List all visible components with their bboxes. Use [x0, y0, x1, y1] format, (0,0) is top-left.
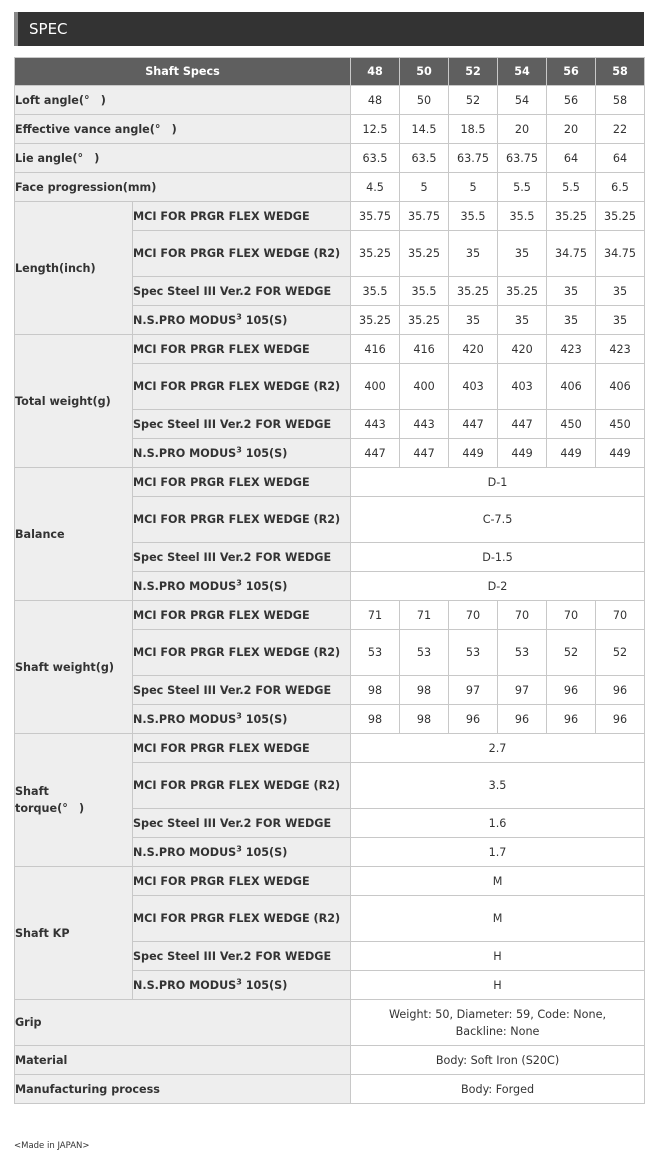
cell-value: 35.25 — [400, 306, 449, 335]
row-label: Balance — [15, 468, 133, 601]
cell-value: D-2 — [351, 572, 645, 601]
cell-value: 20 — [498, 115, 547, 144]
cell-value: 403 — [449, 364, 498, 410]
cell-value: 98 — [351, 676, 400, 705]
cell-value: 406 — [547, 364, 596, 410]
cell-value: M — [351, 867, 645, 896]
cell-value: 447 — [498, 410, 547, 439]
cell-value: 96 — [596, 676, 645, 705]
grip-row — [15, 1000, 645, 1046]
row-label: Shaft torque(° ) — [15, 734, 133, 867]
cell-value: 35.75 — [351, 202, 400, 231]
shaft-name: MCI FOR PRGR FLEX WEDGE (R2) — [133, 231, 351, 277]
cell-value: 20 — [547, 115, 596, 144]
shaft-name: MCI FOR PRGR FLEX WEDGE (R2) — [133, 364, 351, 410]
row-label: Material — [15, 1046, 351, 1075]
shaft-name: MCI FOR PRGR FLEX WEDGE — [133, 202, 351, 231]
row-label: Total weight(g) — [15, 335, 133, 468]
loft-header: 48 — [351, 58, 400, 86]
shaft-name-prefix: N.S.PRO MODUS — [133, 446, 237, 460]
cell-value: 35 — [449, 231, 498, 277]
cell-value: 449 — [498, 439, 547, 468]
loft-header: 58 — [596, 58, 645, 86]
cell-value: 1.7 — [351, 838, 645, 867]
balance-row — [15, 468, 645, 497]
cell-value: 50 — [400, 86, 449, 115]
shaft-name: MCI FOR PRGR FLEX WEDGE — [133, 335, 351, 364]
shaft-name: Spec Steel III Ver.2 FOR WEDGE — [133, 543, 351, 572]
shaft-name-prefix: N.S.PRO MODUS — [133, 579, 237, 593]
cell-value: 35.5 — [351, 277, 400, 306]
cell-value: 35.25 — [547, 202, 596, 231]
cell-value: 35 — [596, 277, 645, 306]
cell-value: 22 — [596, 115, 645, 144]
shaft-name-suffix: 105(S) — [241, 579, 288, 593]
loft-angle-row — [15, 86, 645, 115]
cell-value: 98 — [400, 676, 449, 705]
cell-value: 97 — [498, 676, 547, 705]
shaft-name-suffix: 105(S) — [241, 313, 288, 327]
cell-value: 34.75 — [547, 231, 596, 277]
length-row — [15, 202, 645, 231]
cell-value: 35.25 — [400, 231, 449, 277]
shaft-name — [133, 705, 351, 734]
lie-angle-row — [15, 144, 645, 173]
cell-value: 35 — [498, 306, 547, 335]
material-row — [15, 1046, 645, 1075]
shaft-name: MCI FOR PRGR FLEX WEDGE — [133, 734, 351, 763]
row-label: Shaft KP — [15, 867, 133, 1000]
cell-value: 416 — [400, 335, 449, 364]
total-weight-row — [15, 335, 645, 364]
cell-value: 1.6 — [351, 809, 645, 838]
cell-value: 48 — [351, 86, 400, 115]
shaft-name — [133, 306, 351, 335]
cell-value: 96 — [596, 705, 645, 734]
loft-header: 52 — [449, 58, 498, 86]
cell-value: Body: Soft Iron (S20C) — [351, 1046, 645, 1075]
shaft-name — [133, 439, 351, 468]
cell-value: 35 — [449, 306, 498, 335]
shaft-name: MCI FOR PRGR FLEX WEDGE (R2) — [133, 497, 351, 543]
shaft-name-prefix: N.S.PRO MODUS — [133, 845, 237, 859]
cell-value: 63.75 — [498, 144, 547, 173]
shaft-weight-row — [15, 601, 645, 630]
cell-value: 54 — [498, 86, 547, 115]
cell-value: 97 — [449, 676, 498, 705]
shaft-torque-row — [15, 734, 645, 763]
cell-value: 52 — [596, 630, 645, 676]
shaft-name: MCI FOR PRGR FLEX WEDGE — [133, 867, 351, 896]
made-in-note: <Made in JAPAN> — [14, 1141, 90, 1151]
shaft-specs-header: Shaft Specs — [15, 58, 351, 86]
cell-value: 3.5 — [351, 763, 645, 809]
header-row — [15, 58, 645, 86]
cell-value: C-7.5 — [351, 497, 645, 543]
cell-value: 14.5 — [400, 115, 449, 144]
process-row — [15, 1075, 645, 1104]
cell-value: 34.75 — [596, 231, 645, 277]
cell-value: 403 — [498, 364, 547, 410]
cell-value: 70 — [449, 601, 498, 630]
cell-value: 447 — [400, 439, 449, 468]
cell-value: 420 — [449, 335, 498, 364]
cell-value: 35 — [547, 306, 596, 335]
cell-value: Body: Forged — [351, 1075, 645, 1104]
cell-value: D-1.5 — [351, 543, 645, 572]
cell-value: 98 — [400, 705, 449, 734]
cell-value: 71 — [351, 601, 400, 630]
cell-value: 447 — [351, 439, 400, 468]
cell-value: 6.5 — [596, 173, 645, 202]
cell-value: 400 — [351, 364, 400, 410]
cell-value: 449 — [449, 439, 498, 468]
cell-value: 35.25 — [596, 202, 645, 231]
shaft-name-sup: 3 — [236, 843, 242, 853]
cell-value: 96 — [449, 705, 498, 734]
shaft-name: MCI FOR PRGR FLEX WEDGE — [133, 468, 351, 497]
cell-value: 35.75 — [400, 202, 449, 231]
spec-section-title — [14, 12, 644, 46]
cell-value: 70 — [547, 601, 596, 630]
cell-value: 53 — [400, 630, 449, 676]
cell-value: 5.5 — [547, 173, 596, 202]
cell-value: 70 — [596, 601, 645, 630]
shaft-name-sup: 3 — [236, 577, 242, 587]
cell-value: 447 — [449, 410, 498, 439]
cell-value: 443 — [400, 410, 449, 439]
cell-value: 449 — [596, 439, 645, 468]
cell-value: 420 — [498, 335, 547, 364]
cell-value: 71 — [400, 601, 449, 630]
cell-value: 35 — [596, 306, 645, 335]
shaft-name — [133, 971, 351, 1000]
cell-value: 450 — [547, 410, 596, 439]
cell-value: 5 — [449, 173, 498, 202]
shaft-name: Spec Steel III Ver.2 FOR WEDGE — [133, 676, 351, 705]
cell-value: 4.5 — [351, 173, 400, 202]
cell-value: 5 — [400, 173, 449, 202]
cell-value: 35.25 — [449, 277, 498, 306]
cell-value: 35 — [498, 231, 547, 277]
shaft-name-prefix: N.S.PRO MODUS — [133, 978, 237, 992]
shaft-name: MCI FOR PRGR FLEX WEDGE — [133, 601, 351, 630]
row-label: Manufacturing process — [15, 1075, 351, 1104]
cell-value: 406 — [596, 364, 645, 410]
cell-value: 98 — [351, 705, 400, 734]
cell-value: 96 — [498, 705, 547, 734]
cell-value: 58 — [596, 86, 645, 115]
shaft-name: MCI FOR PRGR FLEX WEDGE (R2) — [133, 896, 351, 942]
cell-value: 35.5 — [400, 277, 449, 306]
row-label: Loft angle(° ) — [15, 86, 351, 115]
cell-value: 449 — [547, 439, 596, 468]
cell-value: 53 — [498, 630, 547, 676]
cell-value: 52 — [449, 86, 498, 115]
cell-value: 2.7 — [351, 734, 645, 763]
shaft-name-sup: 3 — [236, 311, 242, 321]
cell-value: 64 — [547, 144, 596, 173]
shaft-name-prefix: N.S.PRO MODUS — [133, 313, 237, 327]
cell-value: 63.5 — [351, 144, 400, 173]
cell-value: 63.5 — [400, 144, 449, 173]
row-label: Length(inch) — [15, 202, 133, 335]
row-label: Grip — [15, 1000, 351, 1046]
shaft-name-suffix: 105(S) — [241, 446, 288, 460]
cell-value: 64 — [596, 144, 645, 173]
cell-value: 5.5 — [498, 173, 547, 202]
row-label: Effective vance angle(° ) — [15, 115, 351, 144]
cell-value: 423 — [596, 335, 645, 364]
shaft-name: MCI FOR PRGR FLEX WEDGE (R2) — [133, 630, 351, 676]
cell-value: H — [351, 942, 645, 971]
shaft-kp-row — [15, 867, 645, 896]
cell-value: 443 — [351, 410, 400, 439]
bounce-angle-row — [15, 115, 645, 144]
cell-value: 35.25 — [351, 231, 400, 277]
row-label: Lie angle(° ) — [15, 144, 351, 173]
shaft-name: Spec Steel III Ver.2 FOR WEDGE — [133, 942, 351, 971]
cell-value: 96 — [547, 705, 596, 734]
shaft-name-sup: 3 — [236, 710, 242, 720]
cell-value: 70 — [498, 601, 547, 630]
shaft-name: Spec Steel III Ver.2 FOR WEDGE — [133, 809, 351, 838]
shaft-name: Spec Steel III Ver.2 FOR WEDGE — [133, 277, 351, 306]
loft-header: 50 — [400, 58, 449, 86]
cell-value: 35.5 — [449, 202, 498, 231]
cell-value: 35.25 — [498, 277, 547, 306]
cell-value: 18.5 — [449, 115, 498, 144]
shaft-name-suffix: 105(S) — [241, 978, 288, 992]
cell-value: M — [351, 896, 645, 942]
shaft-name-suffix: 105(S) — [241, 845, 288, 859]
cell-value: 35.5 — [498, 202, 547, 231]
shaft-name: Spec Steel III Ver.2 FOR WEDGE — [133, 410, 351, 439]
shaft-name-sup: 3 — [236, 444, 242, 454]
shaft-name — [133, 838, 351, 867]
cell-value: 53 — [351, 630, 400, 676]
cell-value: 63.75 — [449, 144, 498, 173]
spec-table — [14, 57, 645, 1104]
cell-value: 423 — [547, 335, 596, 364]
row-label: Face progression(mm) — [15, 173, 351, 202]
cell-value: H — [351, 971, 645, 1000]
spec-title-text: SPEC — [29, 20, 68, 38]
cell-value: 53 — [449, 630, 498, 676]
face-progression-row — [15, 173, 645, 202]
row-label: Shaft weight(g) — [15, 601, 133, 734]
loft-header: 54 — [498, 58, 547, 86]
cell-value: 400 — [400, 364, 449, 410]
loft-header: 56 — [547, 58, 596, 86]
cell-value: 56 — [547, 86, 596, 115]
cell-value: 12.5 — [351, 115, 400, 144]
cell-value: 52 — [547, 630, 596, 676]
cell-value: Weight: 50, Diameter: 59, Code: None, Backline: None — [351, 1000, 645, 1046]
shaft-name — [133, 572, 351, 601]
shaft-name-sup: 3 — [236, 976, 242, 986]
cell-value: 416 — [351, 335, 400, 364]
shaft-name-prefix: N.S.PRO MODUS — [133, 712, 237, 726]
cell-value: 450 — [596, 410, 645, 439]
cell-value: 35.25 — [351, 306, 400, 335]
cell-value: 96 — [547, 676, 596, 705]
cell-value: D-1 — [351, 468, 645, 497]
shaft-name: MCI FOR PRGR FLEX WEDGE (R2) — [133, 763, 351, 809]
shaft-name-suffix: 105(S) — [241, 712, 288, 726]
cell-value: 35 — [547, 277, 596, 306]
